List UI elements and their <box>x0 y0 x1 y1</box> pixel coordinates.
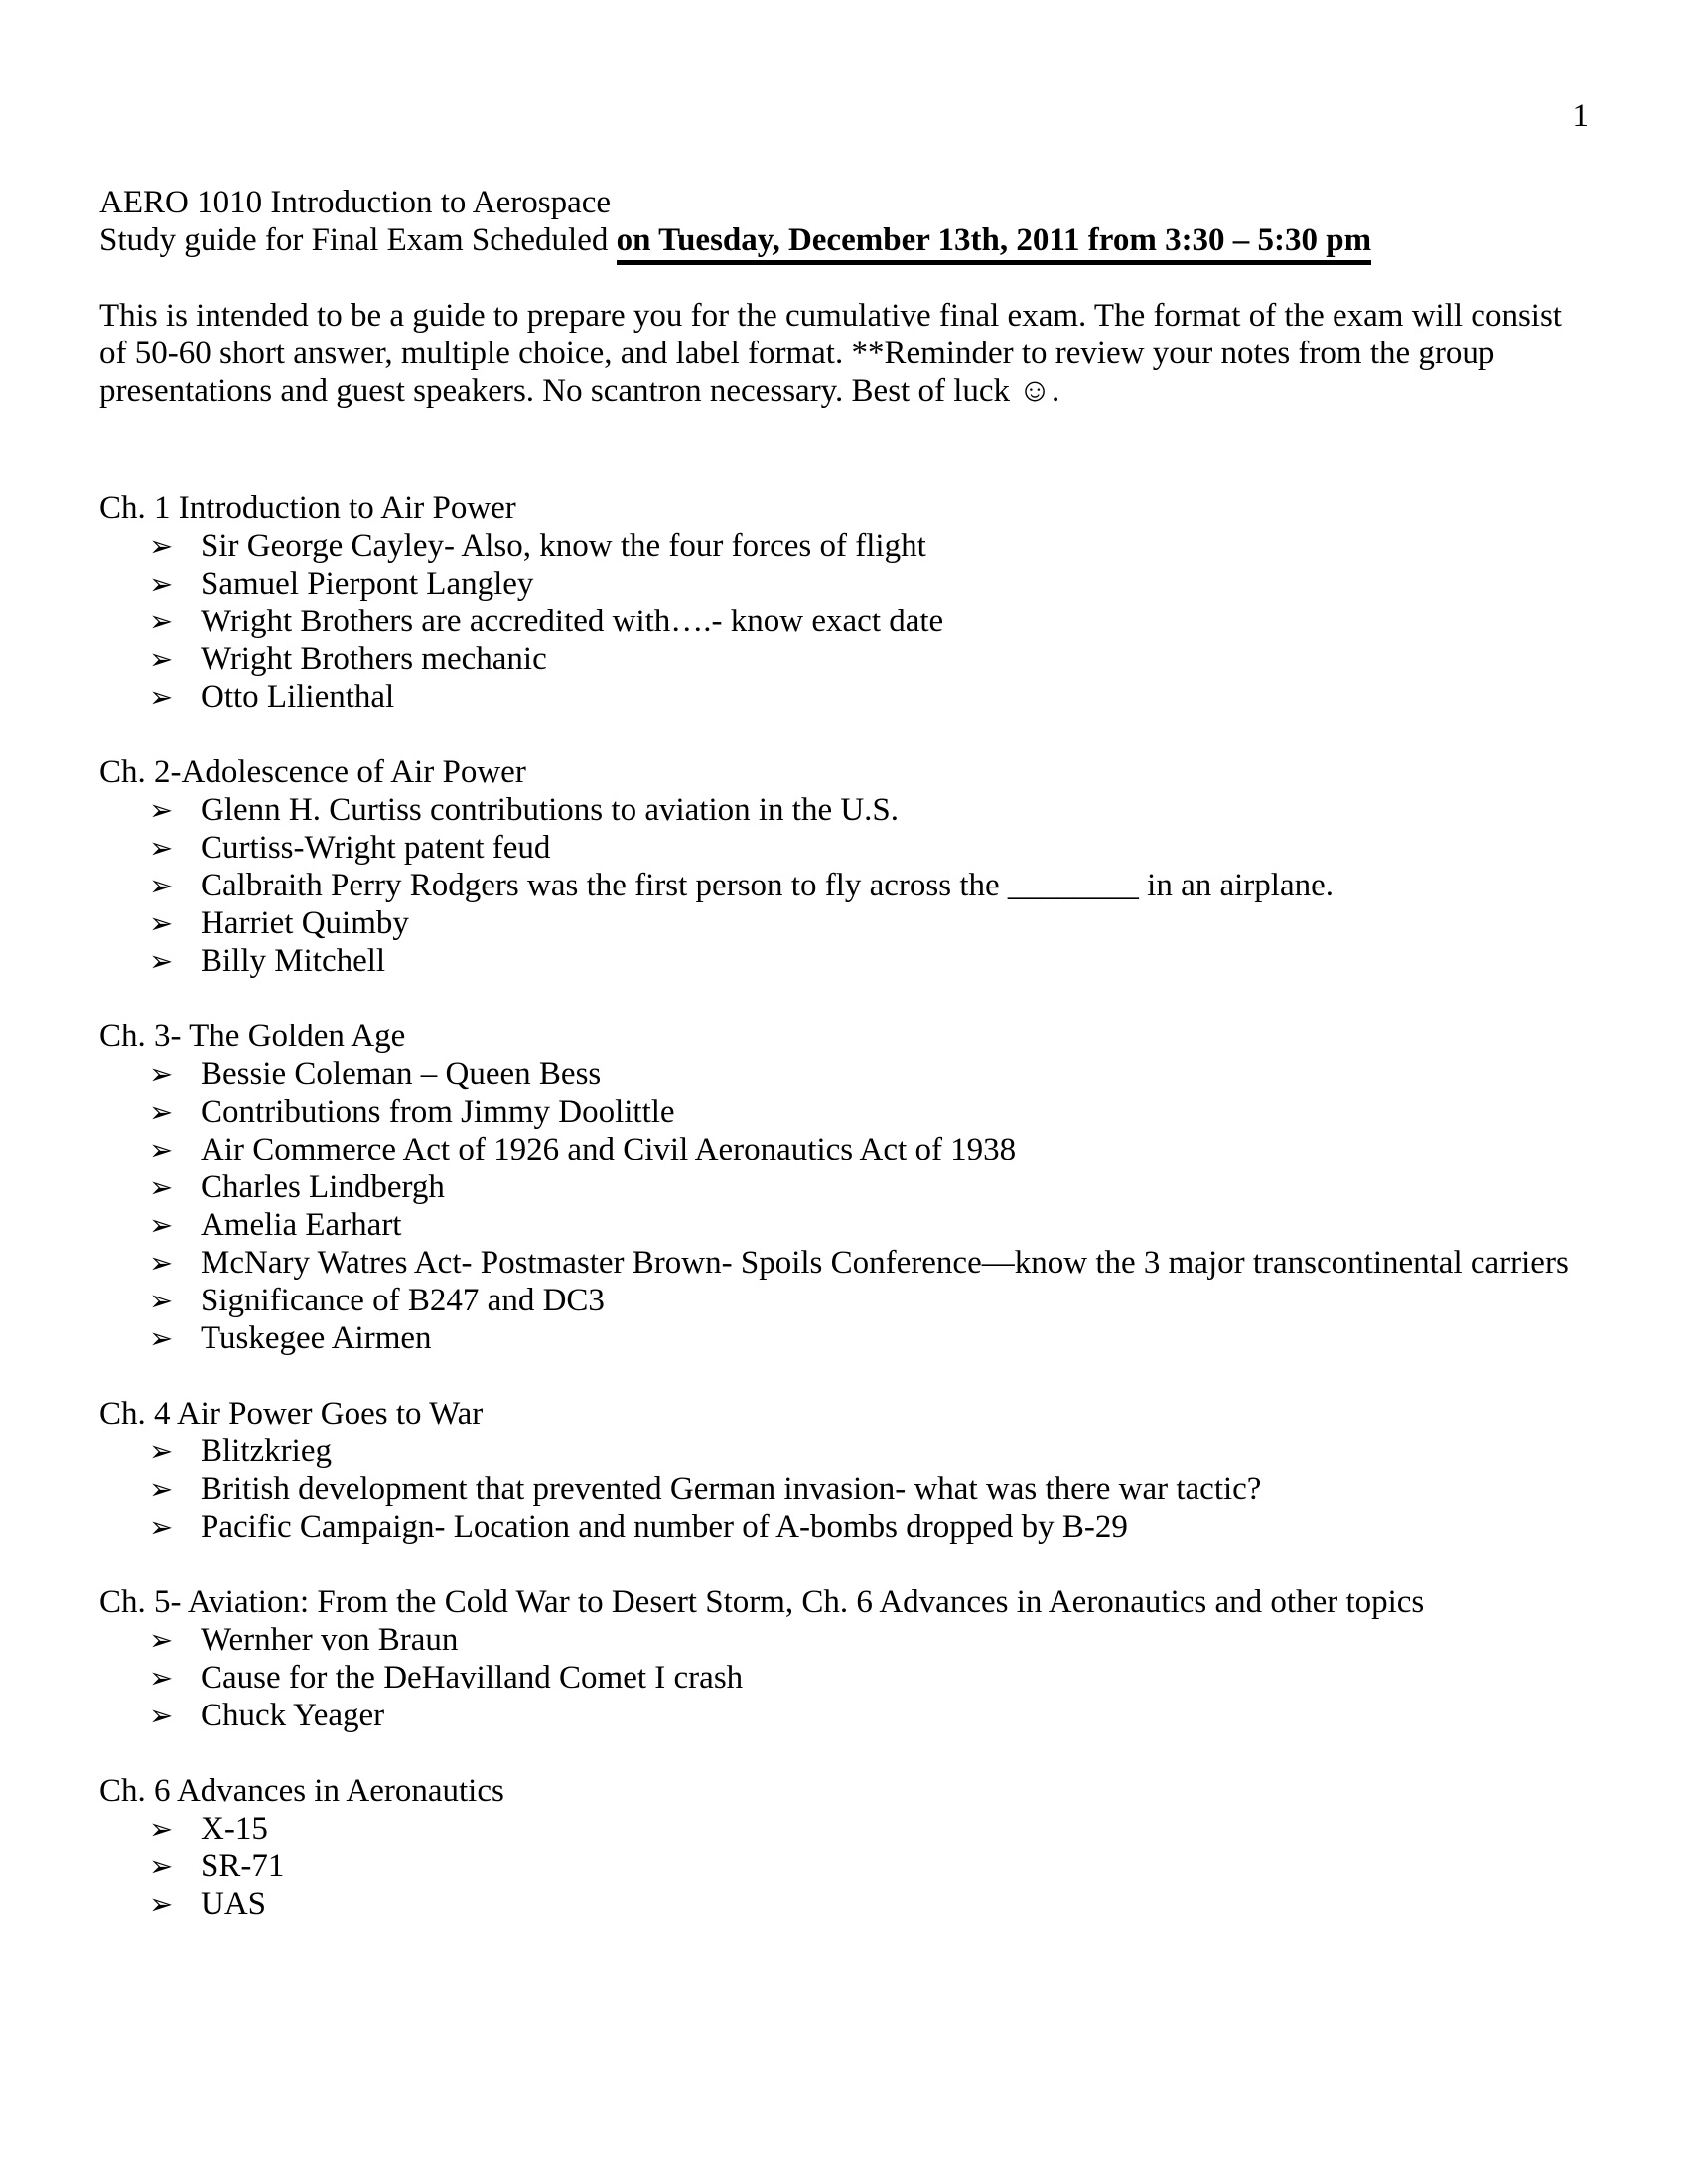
bullet-item-text: SR-71 <box>201 1848 285 1884</box>
document-header <box>99 184 1589 259</box>
arrow-bullet-icon: ➢ <box>149 1133 174 1166</box>
arrow-bullet-icon: ➢ <box>149 1510 174 1544</box>
arrow-bullet-icon: ➢ <box>149 793 174 827</box>
arrow-bullet-icon: ➢ <box>149 1812 174 1845</box>
arrow-bullet-icon: ➢ <box>149 1472 174 1506</box>
section-heading: Ch. 4 Air Power Goes to War <box>99 1396 484 1432</box>
study-section <box>99 1395 1589 1546</box>
bullet-item <box>99 1621 1589 1659</box>
bullet-item-text: Air Commerce Act of 1926 and Civil Aeronautics Act of 1938 <box>201 1132 1017 1167</box>
arrow-bullet-icon: ➢ <box>149 1661 174 1695</box>
bullet-item-text: Calbraith Perry Rodgers was the first person to fly across the ________ in an airplane. <box>201 868 1334 903</box>
arrow-bullet-icon: ➢ <box>149 1284 174 1317</box>
bullet-item-text: Harriet Quimby <box>201 905 409 941</box>
bullet-item <box>99 527 1589 565</box>
bullet-item-text: Tuskegee Airmen <box>201 1320 432 1356</box>
arrow-bullet-icon: ➢ <box>149 1321 174 1355</box>
bullet-item-text: Otto Lilienthal <box>201 679 395 715</box>
arrow-bullet-icon: ➢ <box>149 1246 174 1280</box>
arrow-bullet-icon: ➢ <box>149 1208 174 1242</box>
bullet-item <box>99 1508 1589 1546</box>
section-heading: Ch. 6 Advances in Aeronautics <box>99 1773 504 1809</box>
arrow-bullet-icon: ➢ <box>149 906 174 940</box>
arrow-bullet-icon: ➢ <box>149 680 174 714</box>
bullet-item-text: Bessie Coleman – Queen Bess <box>201 1056 602 1092</box>
study-section <box>99 1018 1589 1357</box>
bullet-item <box>99 1810 1589 1847</box>
intro-paragraph <box>99 297 1589 410</box>
bullet-item <box>99 1168 1589 1206</box>
bullet-item <box>99 1847 1589 1885</box>
bullet-item <box>99 678 1589 716</box>
study-section <box>99 489 1589 716</box>
section-heading: Ch. 5- Aviation: From the Cold War to Desert Storm, Ch. 6 Advances in Aeronautics and other topics <box>99 1584 1425 1620</box>
study-section <box>99 1772 1589 1923</box>
bullet-item <box>99 640 1589 678</box>
arrow-bullet-icon: ➢ <box>149 1887 174 1921</box>
bullet-item <box>99 904 1589 942</box>
bullet-item-text: Pacific Campaign- Location and number of A-bombs dropped by B-29 <box>201 1509 1128 1545</box>
section-heading: Ch. 2-Adolescence of Air Power <box>99 754 526 790</box>
schedule-prefix: Study guide for Final Exam Scheduled <box>99 222 617 258</box>
bullet-item-text: Contributions from Jimmy Doolittle <box>201 1094 675 1130</box>
bullet-item-text: Cause for the DeHavilland Comet I crash <box>201 1660 744 1696</box>
bullet-item-text: Billy Mitchell <box>201 943 386 979</box>
bullet-item-text: Charles Lindbergh <box>201 1169 445 1205</box>
arrow-bullet-icon: ➢ <box>149 529 174 563</box>
bullet-item-text: Wright Brothers mechanic <box>201 641 547 677</box>
bullet-item <box>99 1244 1589 1282</box>
bullet-item <box>99 1659 1589 1697</box>
bullet-item <box>99 1093 1589 1131</box>
bullet-item-text: X-15 <box>201 1811 268 1846</box>
bullet-item <box>99 1885 1589 1923</box>
exam-datetime-underlined: on Tuesday, December 13th, 2011 from 3:30 – 5:30 pm <box>617 222 1372 265</box>
arrow-bullet-icon: ➢ <box>149 642 174 676</box>
bullet-item-text: UAS <box>201 1886 267 1922</box>
bullet-item <box>99 942 1589 980</box>
intro-line: presentations and guest speakers. No scantron necessary. Best of luck ☺. <box>99 373 1060 409</box>
bullet-item-text: British development that prevented German invasion- what was there war tactic? <box>201 1471 1262 1507</box>
bullet-item-text: Significance of B247 and DC3 <box>201 1283 605 1318</box>
bullet-item-text: Wright Brothers are accredited with….- know exact date <box>201 604 944 639</box>
intro-line: of 50-60 short answer, multiple choice, and label format. **Reminder to review your notes from the group <box>99 336 1495 371</box>
section-heading: Ch. 3- The Golden Age <box>99 1019 406 1054</box>
bullet-item <box>99 1470 1589 1508</box>
bullet-item-text: Blitzkrieg <box>201 1433 332 1469</box>
arrow-bullet-icon: ➢ <box>149 1699 174 1732</box>
bullet-item <box>99 1319 1589 1357</box>
study-section <box>99 1583 1589 1734</box>
arrow-bullet-icon: ➢ <box>149 567 174 601</box>
page-number: 1 <box>1572 98 1589 134</box>
course-title: AERO 1010 Introduction to Aerospace <box>99 185 612 220</box>
arrow-bullet-icon: ➢ <box>149 605 174 638</box>
arrow-bullet-icon: ➢ <box>149 1623 174 1657</box>
bullet-item <box>99 1282 1589 1319</box>
bullet-item-text: Wernher von Braun <box>201 1622 459 1658</box>
bullet-item <box>99 829 1589 867</box>
bullet-item <box>99 565 1589 603</box>
bullet-item <box>99 1131 1589 1168</box>
bullet-item <box>99 1206 1589 1244</box>
arrow-bullet-icon: ➢ <box>149 1095 174 1129</box>
study-section <box>99 753 1589 980</box>
bullet-item-text: Amelia Earhart <box>201 1207 402 1243</box>
bullet-item-text: Sir George Cayley- Also, know the four forces of flight <box>201 528 926 564</box>
bullet-item-text: Glenn H. Curtiss contributions to aviation in the U.S. <box>201 792 900 828</box>
section-heading: Ch. 1 Introduction to Air Power <box>99 490 516 526</box>
arrow-bullet-icon: ➢ <box>149 1434 174 1468</box>
bullet-item-text: Samuel Pierpont Langley <box>201 566 534 602</box>
arrow-bullet-icon: ➢ <box>149 869 174 902</box>
bullet-item <box>99 1433 1589 1470</box>
bullet-item <box>99 791 1589 829</box>
exam-schedule-line <box>99 221 1589 259</box>
arrow-bullet-icon: ➢ <box>149 944 174 978</box>
bullet-item <box>99 1055 1589 1093</box>
bullet-item-text: Chuck Yeager <box>201 1698 385 1733</box>
sections-container <box>99 489 1589 1923</box>
bullet-item-text: McNary Watres Act- Postmaster Brown- Spoils Conference—know the 3 major transcontinental carriers <box>201 1245 1569 1281</box>
bullet-item-text: Curtiss-Wright patent feud <box>201 830 551 866</box>
arrow-bullet-icon: ➢ <box>149 1057 174 1091</box>
arrow-bullet-icon: ➢ <box>149 1849 174 1883</box>
bullet-item <box>99 867 1589 904</box>
bullet-item <box>99 1697 1589 1734</box>
arrow-bullet-icon: ➢ <box>149 1170 174 1204</box>
intro-line: This is intended to be a guide to prepare you for the cumulative final exam. The format of the exam will consist <box>99 298 1562 334</box>
bullet-item <box>99 603 1589 640</box>
arrow-bullet-icon: ➢ <box>149 831 174 865</box>
